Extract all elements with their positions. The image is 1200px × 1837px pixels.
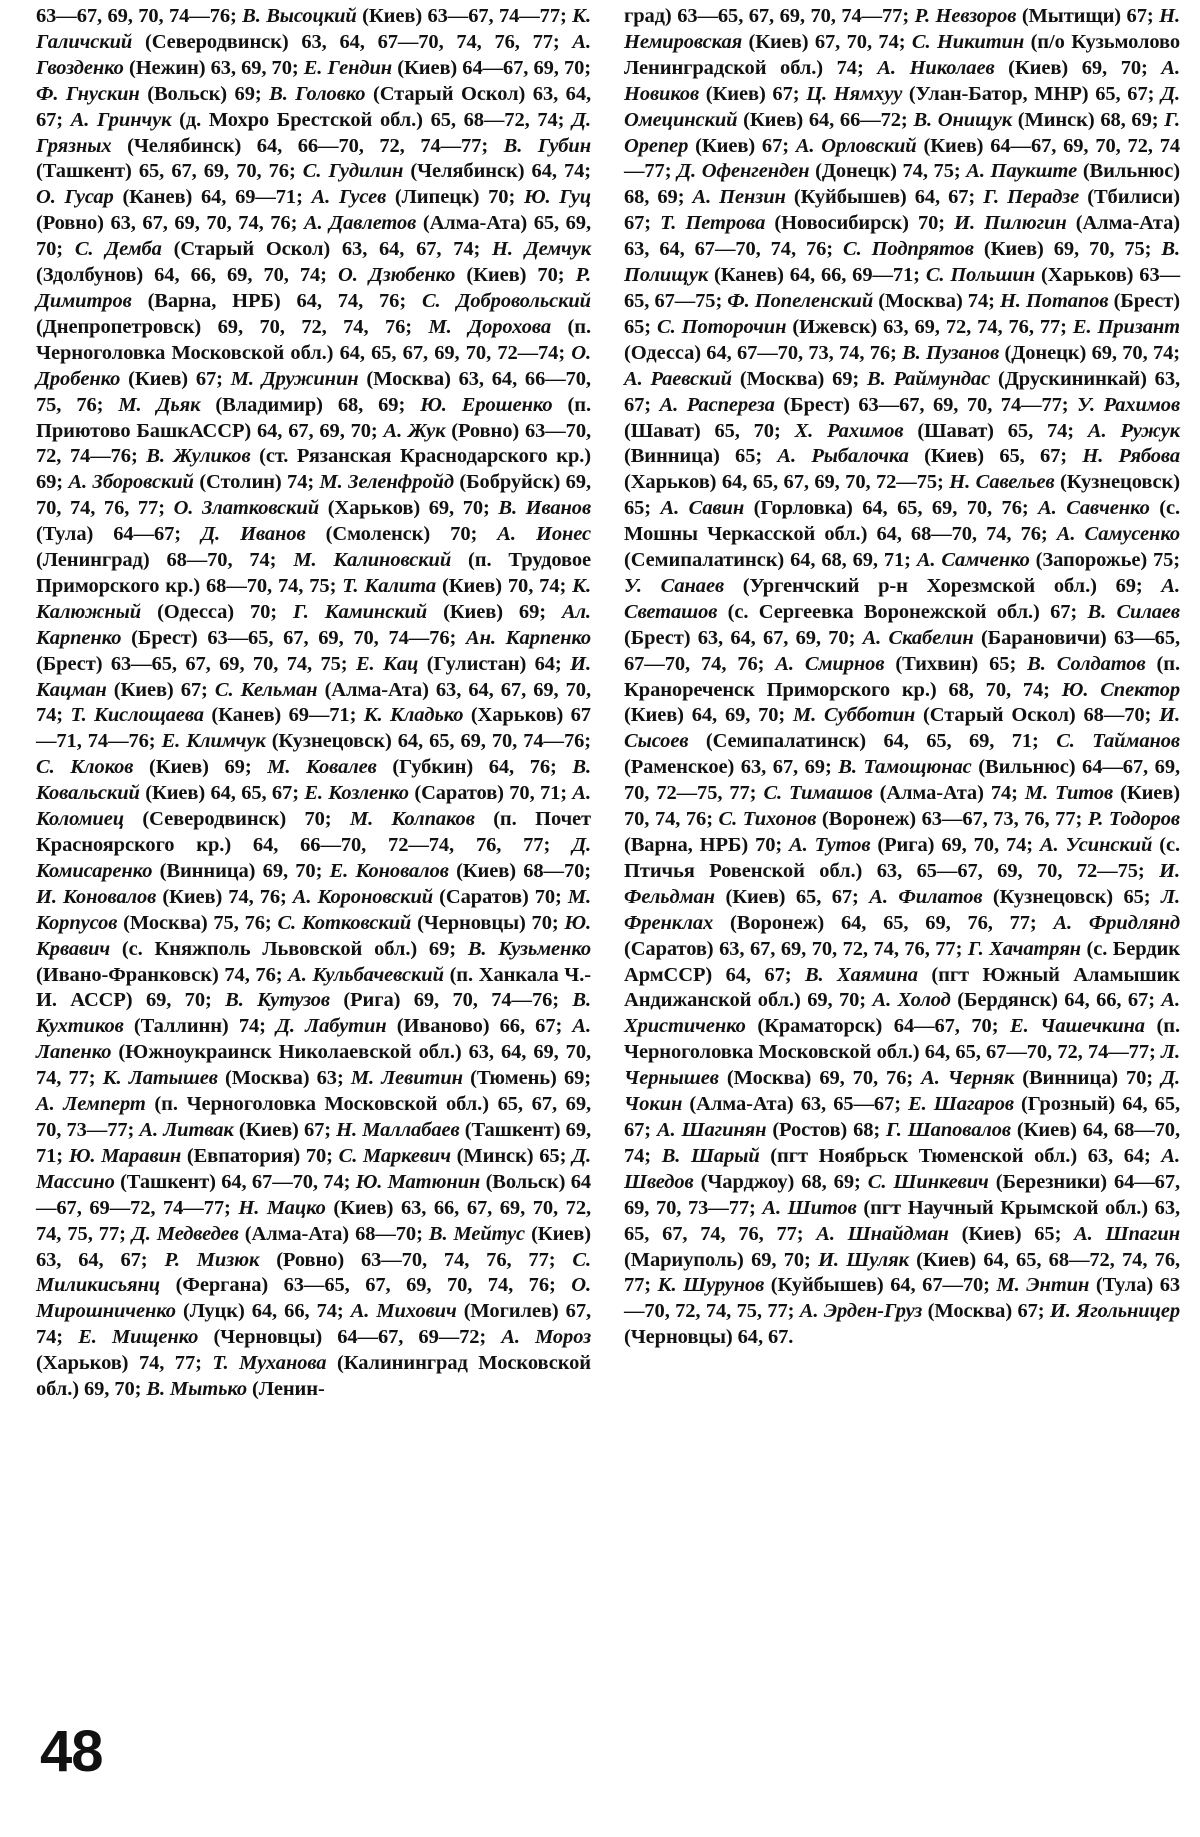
person-name: М. Левитин: [350, 1067, 463, 1090]
person-name: Е. Климчук: [161, 730, 266, 753]
person-name: С. Маркевич: [338, 1144, 451, 1167]
person-name: И. Пилюгин: [954, 212, 1067, 235]
person-name: С. Котковский: [277, 911, 412, 934]
person-name: Д. Массино: [36, 1144, 592, 1193]
person-name: Н. Маллабаев: [336, 1118, 460, 1141]
person-name: Д. Чокин: [624, 1067, 1181, 1116]
person-name: В. Иванов: [498, 497, 592, 520]
person-name: С. Демба: [74, 238, 162, 261]
person-name: Д. Лабутин: [276, 1015, 387, 1038]
person-name: Т. Кислощаева: [70, 704, 204, 727]
person-name: А. Мороз: [501, 1326, 591, 1349]
person-name: М. Зеленфройд: [319, 471, 454, 494]
person-name: А. Коломиец: [36, 782, 591, 831]
person-name: В. Тамощюнас: [838, 756, 972, 779]
person-name: Ф. Попеленский: [727, 289, 874, 312]
person-name: Н. Савельев: [949, 471, 1055, 494]
right-column-text: град) 63—65, 67, 69, 70, 74—77; Р. Невзоров (Мытищи) 67; Н. Немировская (Киев) 67, 70, 74; С. Никитин (п/о Кузьмолово Ленинградской обл.) 74; А. Николаев (Киев) 69, 70; А. Новиков (Киев) 67; Ц. Нямхуу (Улан-Батор, МНР) 65, 67; Д. Омецинский (Киев) 64, 66—72; В. Онищук (Минск) 68, 69; Г. Орепер (Киев) 67; А. Орловский (Киев) 64—67, 69, 70, 72, 74—77; Д. Офенгенден (Донецк) 74, 75; А. Паукште (Вильнюс) 68, 69; А. Пензин (Куйбышев) 64, 67; Г. Перадзе (Тбилиси) 67; Т. Петрова (Новосибирск) 70; И. Пилюгин (Алма-Ата) 63, 64, 67—70, 74, 76; С. Подпрятов (Киев) 69, 70, 75; В. Полищук (Канев) 64, 66, 69—71; С. Польшин (Харьков) 63—65, 67—75; Ф. Попеленский (Москва) 74; Н. Потапов (Брест) 65; С. Поторочин (Ижевск) 63, 69, 72, 74, 76, 77; Е. Призант (Одесса) 64, 67—70, 73, 74, 76; В. Пузанов (Донецк) 69, 70, 74; А. Раевский (Москва) 69; В. Раймундас (Друскининкай) 63, 67; А. Распереза (Брест) 63—67, 69, 70, 74—77; У. Рахимов (Шават) 65, 70; Х. Рахимов (Шават) 65, 74; А. Ружук (Винница) 65; А. Рыбалочка (Киев) 65, 67; Н. Рябова (Харьков) 64, 65, 67, 69, 70, 72—75; Н. Савельев (Кузнецовск) 65; А. Савин (Горловка) 64, 65, 69, 70, 76; А. Савченко (с. Мошны Черкасской обл.) 64, 68—70, 74, 76; А. Самусенко (Семипалатинск) 64, 68, 69, 71; А. Самченко (Запорожье) 75; У. Санаев (Ургенчский р-н Хорезмской обл.) 69; А. Светашов (с. Сергеевка Воронежской обл.) 67; В. Силаев (Брест) 63, 64, 67, 69, 70; А. Скабелин (Барановичи) 63—65, 67—70, 74, 76; А. Смирнов (Тихвин) 65; В. Солдатов (п. Кранореченск Приморского кр.) 68, 70, 74; Ю. Спектор (Киев) 64, 69, 70; М. Субботин (Старый Оскол) 68—70; И. Сысоев (Семипалатинск) 64, 65, 69, 71; С. Тайманов (Раменское) 63, 67, 69; В. Тамощюнас (Вильнюс) 64—67, 69, 70, 72—75, 77; С. Тимашов (Алма-Ата) 74; М. Титов (Киев) 70, 74, 76; С. Тихонов (Воронеж) 63—67, 73, 76, 77; Р. Тодоров (Варна, НРБ) 70; А. Тутов (Рига) 69, 70, 74; А. Усинский (с. Птичья Ровенской обл.) 63, 65—67, 69, 70, 72—75; И. Фельдман (Киев) 65, 67; А. Филатов (Кузнецовск) 65; Л. Френклах (Воронеж) 64, 65, 69, 76, 77; А. Фридлянд (Саратов) 63, 67, 69, 70, 72, 74, 76, 77; Г. Хачатрян (с. Бердик АрмССР) 64, 67; В. Хаямина (пгт Южный Аламышик Андижанской обл.) 69, 70; А. Холод (Бердянск) 64, 66, 67; А. Христиченко (Краматорск) 64—67, 70; Е. Чашечкина (п. Черноголовка Московской обл.) 64, 65, 67—70, 72, 74—77; Л. Чернышев (Москва) 69, 70, 76; А. Черняк (Винница) 70; Д. Чокин (Алма-Ата) 63, 65—67; Е. Шагаров (Грозный) 64, 65, 67; А. Шагинян (Ростов) 68; Г. Шаповалов (Киев) 64, 68—70, 74; В. Шарый (пгт Ноябрьск Тюменской обл.) 63, 64; А. Шведов (Чарджоу) 68, 69; С. Шинкевич (Березники) 64—67, 69, 70, 73—77; А. Шитов (пгт Научный Крымской обл.) 63, 65, 67, 74, 76, 77; А. Шнайдман (Киев) 65; А. Шпагин (Мариуполь) 69, 70; И. Шуляк (Киев) 64, 65, 68—72, 74, 76, 77; К. Шурунов (Куйбышев) 64, 67—70; М. Энтин (Тула) 63—70, 72, 74, 75, 77; А. Эрден-Груз (Москва) 67; И. Ягольницер (Черновцы) 64, 67.: [624, 5, 1181, 1349]
person-name: С. Польшин: [925, 264, 1036, 287]
person-name: С. Гудилин: [302, 160, 404, 183]
person-name: Г. Шаповалов: [886, 1118, 1011, 1141]
person-name: Е. Козленко: [304, 782, 409, 805]
person-name: А. Самченко: [916, 549, 1030, 572]
person-name: С. Кельман: [214, 678, 318, 701]
person-name: О. Дзюбенко: [338, 264, 456, 287]
person-name: В. Солдатов: [1027, 652, 1146, 675]
person-name: А. Михович: [350, 1300, 457, 1323]
person-name: А. Фридлянд: [1053, 911, 1180, 934]
person-name: С. Поторочин: [657, 315, 787, 338]
person-name: А. Раевский: [624, 367, 732, 390]
person-name: А. Эрден-Груз: [799, 1300, 923, 1323]
person-name: Ю. Гуц: [523, 186, 591, 209]
person-name: А. Шитов: [762, 1196, 857, 1219]
person-name: М. Титов: [1024, 782, 1114, 805]
person-name: К. Калюжный: [36, 574, 592, 623]
person-name: Р. Димитров: [36, 264, 591, 312]
person-name: Т. Калита: [342, 574, 437, 597]
person-name: В. Кухтиков: [36, 989, 591, 1038]
person-name: Д. Омецинский: [624, 82, 1180, 131]
person-name: М. Энтин: [996, 1274, 1090, 1297]
person-name: А. Паукште: [966, 160, 1078, 183]
person-name: И. Ягольницер: [1049, 1300, 1181, 1323]
person-name: С. Тимашов: [763, 782, 873, 805]
person-name: О. Дробенко: [36, 341, 591, 390]
person-name: Т. Петрова: [660, 212, 766, 235]
person-name: Ю. Спектор: [1061, 678, 1180, 701]
person-name: А. Ружук: [1087, 419, 1180, 442]
person-name: А. Зборовский: [68, 471, 194, 494]
person-name: А. Холод: [872, 989, 951, 1012]
person-name: О. Златковский: [173, 497, 320, 520]
person-name: У. Рахимов: [1077, 393, 1180, 416]
person-name: Ю. Крвавич: [36, 911, 591, 960]
person-name: Е. Призант: [1072, 315, 1180, 338]
person-name: К. Латышев: [102, 1067, 218, 1090]
person-name: В. Раймундас: [867, 367, 991, 390]
person-name: Д. Медведев: [131, 1222, 239, 1245]
person-name: К. Галичский: [36, 5, 591, 53]
person-name: С. Подпрятов: [843, 238, 974, 261]
person-name: В. Губин: [503, 134, 591, 157]
person-name: А. Литвак: [139, 1118, 234, 1141]
person-name: М. Ковалев: [267, 756, 377, 779]
person-name: Р. Невзоров: [914, 5, 1017, 27]
person-name: Д. Грязных: [36, 108, 591, 157]
person-name: А. Гринчук: [70, 108, 172, 131]
person-name: Х. Рахимов: [794, 419, 904, 442]
person-name: А. Давлетов: [303, 212, 417, 235]
person-name: В. Полищук: [624, 238, 1181, 287]
left-column-text: 63—67, 69, 70, 74—76; В. Высоцкий (Киев) 63—67, 74—77; К. Галичский (Северодвинск) 63, 64, 67—70, 74, 76, 77; А. Гвозденко (Нежин) 63, 69, 70; Е. Гендин (Киев) 64—67, 69, 70; Ф. Гнускин (Вольск) 69; В. Головко (Старый Оскол) 63, 64, 67; А. Гринчук (д. Мохро Брестской обл.) 65, 68—72, 74; Д. Грязных (Челябинск) 64, 66—70, 72, 74—77; В. Губин (Ташкент) 65, 67, 69, 70, 76; С. Гудилин (Челябинск) 64, 74; О. Гусар (Канев) 64, 69—71; А. Гусев (Липецк) 70; Ю. Гуц (Ровно) 63, 67, 69, 70, 74, 76; А. Давлетов (Алма-Ата) 65, 69, 70; С. Демба (Старый Оскол) 63, 64, 67, 74; Н. Демчук (Здолбунов) 64, 66, 69, 70, 74; О. Дзюбенко (Киев) 70; Р. Димитров (Варна, НРБ) 64, 74, 76; С. Добровольский (Днепропетровск) 69, 70, 72, 74, 76; М. Дорохова (п. Черноголовка Московской обл.) 64, 65, 67, 69, 70, 72—74; О. Дробенко (Киев) 67; М. Дружинин (Москва) 63, 64, 66—70, 75, 76; М. Дьяк (Владимир) 68, 69; Ю. Ерошенко (п. Приютово БашкАССР) 64, 67, 69, 70; А. Жук (Ровно) 63—70, 72, 74—76; В. Жуликов (ст. Рязанская Краснодарского кр.) 69; А. Зборовский (Столин) 74; М. Зеленфройд (Бобруйск) 69, 70, 74, 76, 77; О. Златковский (Харьков) 69, 70; В. Иванов (Тула) 64—67; Д. Иванов (Смоленск) 70; А. Ионес (Ленинград) 68—70, 74; М. Калиновский (п. Трудовое Приморского кр.) 68—70, 74, 75; Т. Калита (Киев) 70, 74; К. Калюжный (Одесса) 70; Г. Каминский (Киев) 69; Ал. Карпенко (Брест) 63—65, 67, 69, 70, 74—76; Ан. Карпенко (Брест) 63—65, 67, 69, 70, 74, 75; Е. Кац (Гулистан) 64; И. Кацман (Киев) 67; С. Кельман (Алма-Ата) 63, 64, 67, 69, 70, 74; Т. Кислощаева (Канев) 69—71; К. Кладько (Харьков) 67—71, 74—76; Е. Климчук (Кузнецовск) 64, 65, 69, 70, 74—76; С. Клоков (Киев) 69; М. Ковалев (Губкин) 64, 76; В. Ковальский (Киев) 64, 65, 67; Е. Козленко (Саратов) 70, 71; А. Коломиец (Северодвинск) 70; М. Колпаков (п. Почет Красноярского кр.) 64, 66—70, 72—74, 76, 77; Д. Комисаренко (Винница) 69, 70; Е. Коновалов (Киев) 68—70; И. Коновалов (Киев) 74, 76; А. Короновский (Саратов) 70; М. Корпусов (Москва) 75, 76; С. Котковский (Черновцы) 70; Ю. Крвавич (с. Княжполь Львовской обл.) 69; В. Кузьменко (Ивано-Франковск) 74, 76; А. Кульбачевский (п. Ханкала Ч.-И. АССР) 69, 70; В. Кутузов (Рига) 69, 70, 74—76; В. Кухтиков (Таллинн) 74; Д. Лабутин (Иваново) 66, 67; А. Лапенко (Южноукраинск Николаевской обл.) 63, 64, 69, 70, 74, 77; К. Латышев (Москва) 63; М. Левитин (Тюмень) 69; А. Лемперт (п. Черноголовка Московской обл.) 65, 67, 69, 70, 73—77; А. Литвак (Киев) 67; Н. Маллабаев (Ташкент) 69, 71; Ю. Маравин (Евпатория) 70; С. Маркевич (Минск) 65; Д. Массино (Ташкент) 64, 67—70, 74; Ю. Матюнин (Вольск) 64—67, 69—72, 74—77; Н. Мацко (Киев) 63, 66, 67, 69, 70, 72, 74, 75, 77; Д. Медведев (Алма-Ата) 68—70; В. Мейтус (Киев) 63, 64, 67; Р. Мизюк (Ровно) 63—70, 74, 76, 77; С. Миликисьянц (Фергана) 63—65, 67, 69, 70, 74, 76; О. Мирошниченко (Луцк) 64, 66, 74; А. Михович (Могилев) 67, 74; Е. Мищенко (Черновцы) 64—67, 69—72; А. Мороз (Харьков) 74, 77; Т. Муханова (Калининград Московской обл.) 69, 70; В. Мытько (Ленин-: [36, 5, 592, 1401]
person-name: С. Клоков: [36, 756, 134, 779]
person-name: Г. Орепер: [624, 108, 1180, 157]
page-number: 48: [40, 1719, 103, 1784]
person-name: В. Пузанов: [902, 341, 1000, 364]
person-name: А. Жук: [383, 419, 446, 442]
person-name: М. Колпаков: [349, 808, 475, 831]
person-name: Н. Демчук: [492, 238, 591, 261]
person-name: В. Хаямина: [804, 963, 918, 986]
person-name: Ю. Ерошенко: [420, 393, 553, 416]
person-name: А. Новиков: [624, 56, 1180, 105]
left-column: [36, 4, 591, 1403]
person-name: Д. Комисаренко: [36, 834, 591, 882]
person-name: А. Светашов: [624, 574, 1180, 623]
person-name: В. Силаев: [1087, 600, 1180, 623]
person-name: А. Лемперт: [36, 1093, 146, 1116]
person-name: М. Субботин: [793, 704, 916, 727]
person-name: Т. Муханова: [212, 1352, 327, 1375]
person-name: М. Дьяк: [118, 393, 201, 416]
person-name: Ан. Карпенко: [466, 626, 592, 649]
person-name: С. Добровольский: [421, 289, 591, 312]
person-name: А. Скабелин: [862, 626, 974, 649]
person-name: Г. Перадзе: [983, 186, 1080, 209]
person-name: В. Кутузов: [225, 989, 330, 1012]
person-name: Е. Шагаров: [908, 1093, 1014, 1116]
person-name: С. Миликисьянц: [36, 1248, 591, 1297]
person-name: В. Кузьменко: [467, 937, 591, 960]
person-name: А. Христиченко: [624, 989, 1180, 1038]
person-name: В. Ковальский: [36, 756, 591, 805]
person-name: В. Шарый: [661, 1144, 760, 1167]
person-name: Ю. Маравин: [68, 1144, 182, 1167]
person-name: С. Тайманов: [1056, 730, 1180, 753]
person-name: А. Ионес: [497, 523, 591, 546]
person-name: Е. Кац: [355, 652, 419, 675]
person-name: Ц. Нямхуу: [806, 82, 903, 105]
person-name: Л. Чернышев: [624, 1041, 1180, 1090]
person-name: В. Мейтус: [428, 1222, 526, 1245]
person-name: Д. Иванов: [201, 523, 306, 546]
person-name: Н. Потапов: [999, 289, 1109, 312]
person-name: А. Самусенко: [1056, 523, 1180, 546]
person-name: Ю. Матюнин: [355, 1170, 481, 1193]
person-name: А. Пензин: [692, 186, 786, 209]
person-name: К. Кладько: [363, 704, 464, 727]
person-name: В. Жуликов: [146, 445, 251, 468]
person-name: И. Кацман: [36, 652, 591, 701]
person-name: М. Калиновский: [293, 549, 452, 572]
person-name: А. Орловский: [795, 134, 917, 157]
person-name: А. Гвозденко: [36, 30, 591, 79]
person-name: Р. Тодоров: [1087, 808, 1180, 831]
person-name: Г. Хачатрян: [967, 937, 1081, 960]
person-name: Е. Гендин: [303, 56, 393, 79]
person-name: Д. Офенгенден: [677, 160, 810, 183]
person-name: В. Высоцкий: [242, 5, 357, 27]
person-name: С. Никитин: [911, 30, 1025, 53]
person-name: А. Шнайдман: [816, 1222, 949, 1245]
person-name: Г. Каминский: [292, 600, 428, 623]
person-name: Р. Мизюк: [164, 1248, 260, 1271]
person-name: С. Шинкевич: [867, 1170, 989, 1193]
person-name: М. Дорохова: [428, 315, 551, 338]
person-name: В. Мытько: [146, 1378, 248, 1401]
person-name: И. Фельдман: [624, 859, 1180, 908]
person-name: В. Головко: [269, 82, 366, 105]
person-name: У. Санаев: [624, 574, 725, 597]
person-name: О. Мирошниченко: [36, 1274, 591, 1323]
person-name: И. Шуляк: [818, 1248, 909, 1271]
person-name: А. Шагинян: [656, 1118, 767, 1141]
person-name: М. Корпусов: [36, 885, 591, 934]
person-name: А. Короновский: [292, 885, 434, 908]
person-name: А. Тутов: [789, 834, 871, 856]
person-name: Н. Немировская: [624, 5, 1180, 53]
person-name: А. Смирнов: [775, 652, 885, 675]
person-name: А. Гусев: [311, 186, 387, 209]
person-name: Ал. Карпенко: [36, 600, 591, 649]
person-name: А. Савин: [660, 497, 745, 520]
person-name: Е. Коновалов: [329, 859, 449, 882]
person-name: А. Шпагин: [1074, 1222, 1180, 1245]
person-name: Е. Мищенко: [78, 1326, 199, 1349]
person-name: И. Сысоев: [624, 704, 1180, 753]
person-name: А. Филатов: [869, 885, 983, 908]
person-name: С. Тихонов: [718, 808, 817, 831]
person-name: Н. Рябова: [1082, 445, 1180, 468]
person-name: Е. Чашечкина: [1010, 1015, 1145, 1038]
person-name: А. Усинский: [1039, 834, 1153, 856]
right-column: [624, 4, 1180, 1351]
person-name: К. Шурунов: [657, 1274, 765, 1297]
person-name: Н. Мацко: [238, 1196, 326, 1219]
person-name: А. Савченко: [1038, 497, 1150, 520]
person-name: А. Лапенко: [36, 1015, 591, 1064]
person-name: И. Коновалов: [36, 885, 157, 908]
person-name: О. Гусар: [36, 186, 114, 209]
person-name: В. Онищук: [913, 108, 1012, 131]
person-name: А. Кульбачевский: [288, 963, 444, 986]
person-name: А. Распереза: [659, 393, 775, 416]
person-name: Л. Френклах: [624, 885, 1180, 934]
person-name: А. Николаев: [877, 56, 995, 79]
person-name: А. Шведов: [624, 1144, 1180, 1193]
person-name: М. Дружинин: [230, 367, 359, 390]
person-name: А. Рыбалочка: [777, 445, 909, 468]
person-name: Ф. Гнускин: [36, 82, 140, 105]
person-name: А. Черняк: [921, 1067, 1015, 1090]
